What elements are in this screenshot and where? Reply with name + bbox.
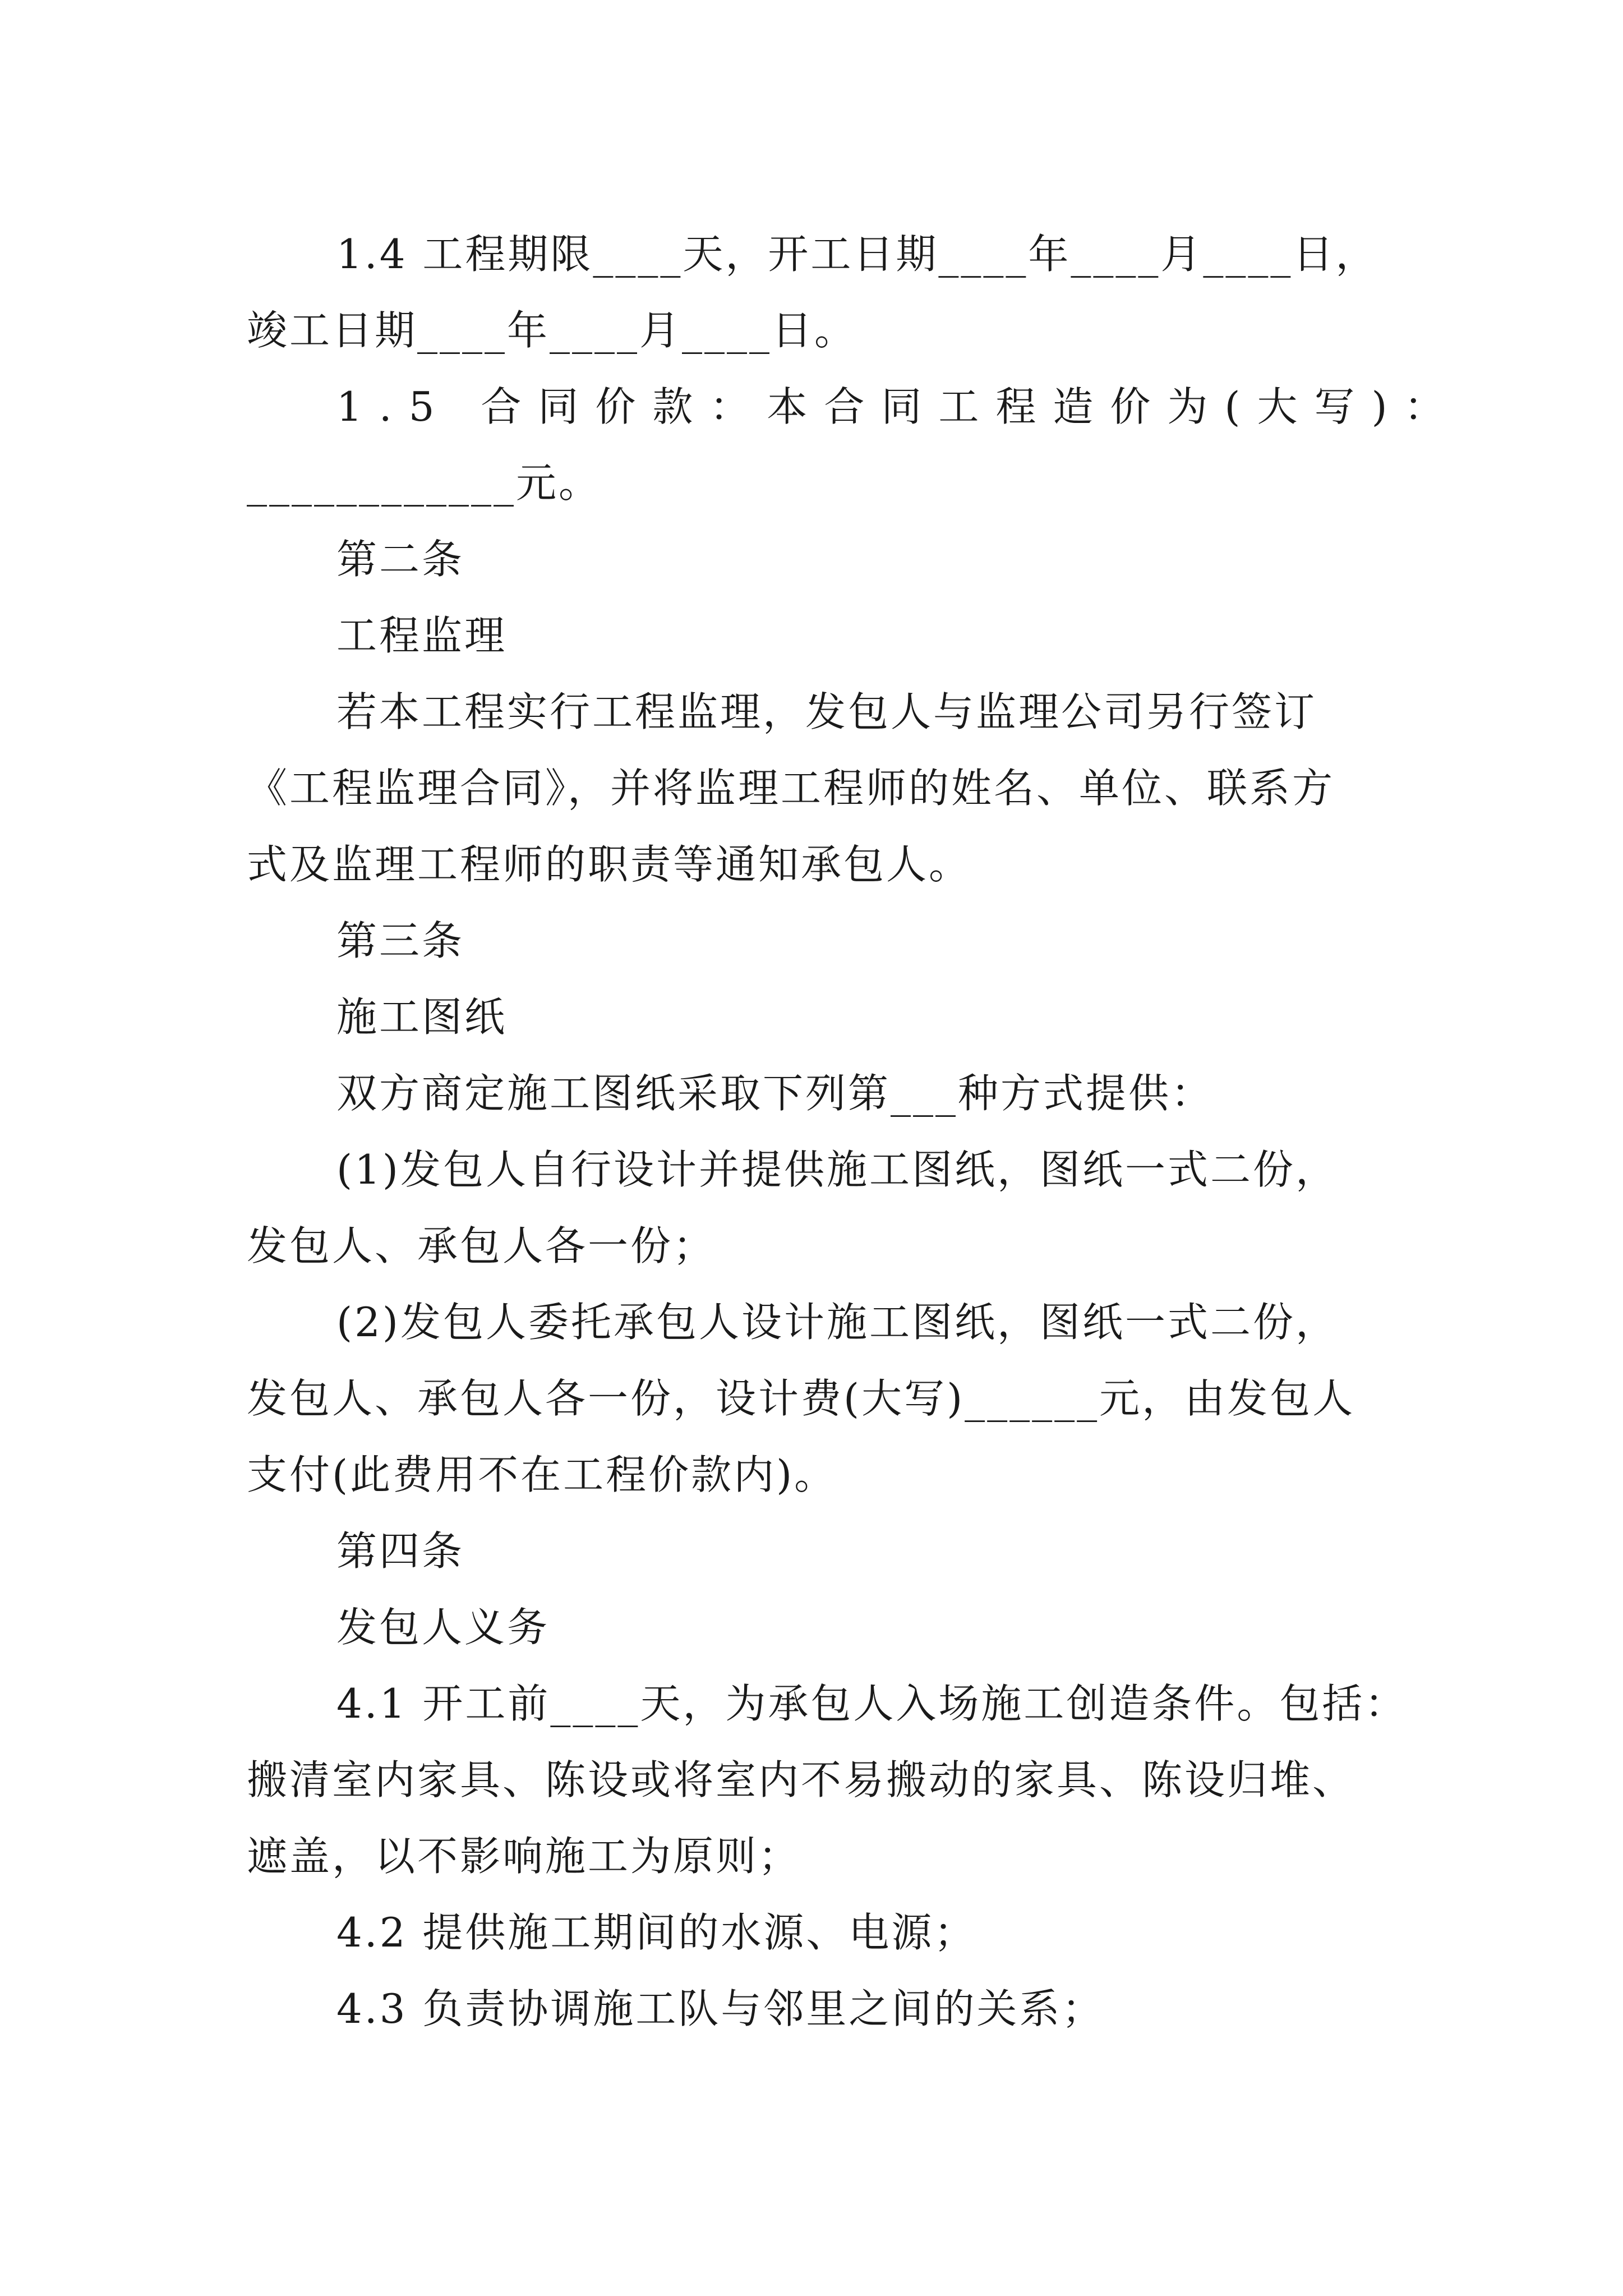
text-line: (2)发包人委托承包人设计施工图纸，图纸一式二份， — [336, 1299, 1338, 1346]
text-line: 发包人、承包人各一份； — [247, 1222, 716, 1269]
text-line: 双方商定施工图纸采取下列第___种方式提供： — [336, 1070, 1214, 1117]
text-line: 4.3 负责协调施工队与邻里之间的关系； — [336, 1985, 1105, 2032]
text-line: 遮盖，以不影响施工为原则； — [247, 1833, 801, 1880]
text-line: 支付(此费用不在工程价款内)。 — [247, 1451, 837, 1498]
text-line: 4.1 开工前____天，为承包人入场施工创造条件。包括： — [336, 1680, 1408, 1727]
text-line: 式及监理工程师的职责等通知承包人。 — [247, 841, 972, 888]
text-line: 4.2 提供施工期间的水源、电源； — [336, 1909, 977, 1956]
text-line: (1)发包人自行设计并提供施工图纸，图纸一式二份， — [336, 1146, 1338, 1193]
article-title: 发包人义务 — [336, 1604, 550, 1651]
article-number: 第四条 — [336, 1527, 465, 1575]
article-number: 第二条 — [336, 536, 465, 583]
document-body — [247, 216, 1461, 2047]
text-line: 1.5 合同价款：本合同工程造价为(大写)： — [336, 383, 1461, 430]
text-line: 搬清室内家具、陈设或将室内不易搬动的家具、陈设归堆、 — [247, 1756, 1355, 1803]
article-title: 工程监理 — [336, 612, 508, 659]
text-line: 竣工日期____年____月____日。 — [247, 307, 857, 354]
article-title: 施工图纸 — [336, 993, 508, 1041]
article-number: 第三条 — [336, 917, 465, 964]
text-line: 1.4 工程期限____天，开工日期____年____月____日， — [336, 231, 1378, 278]
text-line: 《工程监理合同》，并将监理工程师的姓名、单位、联系方 — [247, 765, 1335, 812]
text-line: 发包人、承包人各一份，设计费(大写)______元，由发包人 — [247, 1375, 1355, 1422]
text-line: 若本工程实行工程监理，发包人与监理公司另行签订 — [336, 688, 1317, 735]
text-line: ____________元。 — [247, 459, 602, 507]
